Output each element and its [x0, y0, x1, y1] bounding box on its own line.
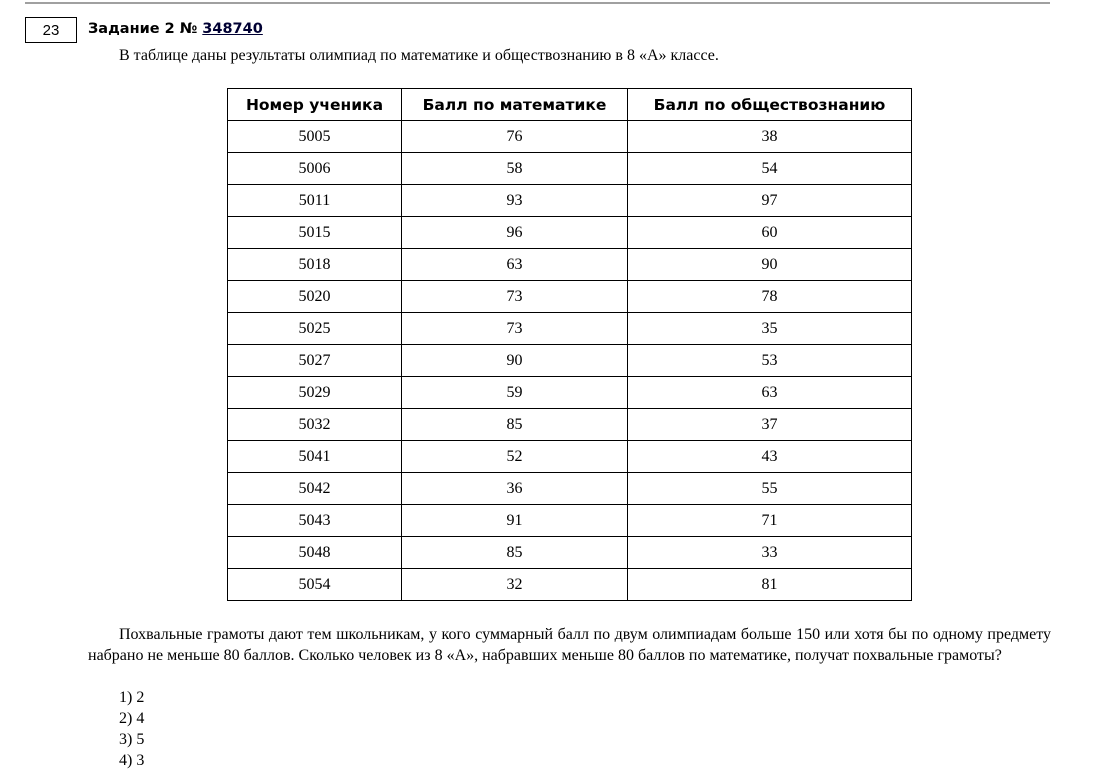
task-number-box [25, 17, 77, 43]
cell-math-score: 73 [402, 313, 628, 345]
cell-math-score: 58 [402, 153, 628, 185]
table-row [228, 409, 912, 441]
cell-math-score: 91 [402, 505, 628, 537]
task-header-prefix: Задание 2 № [88, 21, 203, 37]
cell-social-score: 60 [628, 217, 912, 249]
task-header [88, 21, 263, 37]
table-header-row [228, 89, 912, 121]
cell-social-score: 53 [628, 345, 912, 377]
answer-option: 2) 4 [119, 710, 145, 727]
cell-student-number: 5025 [228, 313, 402, 345]
cell-math-score: 52 [402, 441, 628, 473]
table-row [228, 185, 912, 217]
cell-math-score: 36 [402, 473, 628, 505]
table-row [228, 569, 912, 601]
cell-student-number: 5054 [228, 569, 402, 601]
problem-text: Похвальные грамоты дают тем школьникам, у кого суммарный балл по двум олимпиадам больше 150 или хотя бы по одному предмету набрано не меньше 80 баллов. Сколько человек из 8 «А», набравших меньше 80 баллов по математике, получат похвальные грамоты? [88, 626, 1051, 664]
cell-social-score: 55 [628, 473, 912, 505]
cell-social-score: 78 [628, 281, 912, 313]
task-intro: В таблице даны результаты олимпиад по математике и обществознанию в 8 «А» классе. [119, 47, 719, 64]
cell-math-score: 96 [402, 217, 628, 249]
task-id-link[interactable]: 348740 [202, 21, 263, 37]
cell-social-score: 63 [628, 377, 912, 409]
task-number: 23 [42, 21, 60, 39]
cell-social-score: 71 [628, 505, 912, 537]
cell-student-number: 5032 [228, 409, 402, 441]
table-row [228, 217, 912, 249]
cell-student-number: 5043 [228, 505, 402, 537]
answer-options [119, 687, 144, 771]
table-row [228, 505, 912, 537]
cell-social-score: 37 [628, 409, 912, 441]
table-row [228, 281, 912, 313]
cell-social-score: 90 [628, 249, 912, 281]
answer-option: 4) 3 [119, 752, 145, 769]
cell-math-score: 59 [402, 377, 628, 409]
answer-option: 3) 5 [119, 731, 145, 748]
table-row [228, 121, 912, 153]
cell-social-score: 97 [628, 185, 912, 217]
cell-math-score: 32 [402, 569, 628, 601]
header-student-number: Номер ученика [228, 89, 402, 121]
cell-math-score: 93 [402, 185, 628, 217]
cell-student-number: 5029 [228, 377, 402, 409]
header-social-score: Балл по обществознанию [628, 89, 912, 121]
table-row [228, 537, 912, 569]
cell-math-score: 63 [402, 249, 628, 281]
cell-math-score: 76 [402, 121, 628, 153]
cell-math-score: 90 [402, 345, 628, 377]
cell-social-score: 81 [628, 569, 912, 601]
cell-social-score: 38 [628, 121, 912, 153]
table-row [228, 377, 912, 409]
cell-social-score: 43 [628, 441, 912, 473]
table-row [228, 153, 912, 185]
cell-student-number: 5005 [228, 121, 402, 153]
cell-social-score: 33 [628, 537, 912, 569]
table-row [228, 313, 912, 345]
cell-student-number: 5011 [228, 185, 402, 217]
table-row [228, 345, 912, 377]
results-table [227, 88, 912, 601]
cell-student-number: 5041 [228, 441, 402, 473]
cell-math-score: 73 [402, 281, 628, 313]
table-row [228, 441, 912, 473]
cell-student-number: 5015 [228, 217, 402, 249]
cell-student-number: 5048 [228, 537, 402, 569]
table-row [228, 249, 912, 281]
header-math-score: Балл по математике [402, 89, 628, 121]
cell-student-number: 5027 [228, 345, 402, 377]
table-body [228, 121, 912, 601]
cell-student-number: 5042 [228, 473, 402, 505]
top-divider [25, 2, 1050, 4]
cell-social-score: 54 [628, 153, 912, 185]
cell-student-number: 5018 [228, 249, 402, 281]
answer-option: 1) 2 [119, 689, 145, 706]
table-row [228, 473, 912, 505]
cell-student-number: 5020 [228, 281, 402, 313]
cell-math-score: 85 [402, 409, 628, 441]
cell-social-score: 35 [628, 313, 912, 345]
cell-math-score: 85 [402, 537, 628, 569]
cell-student-number: 5006 [228, 153, 402, 185]
